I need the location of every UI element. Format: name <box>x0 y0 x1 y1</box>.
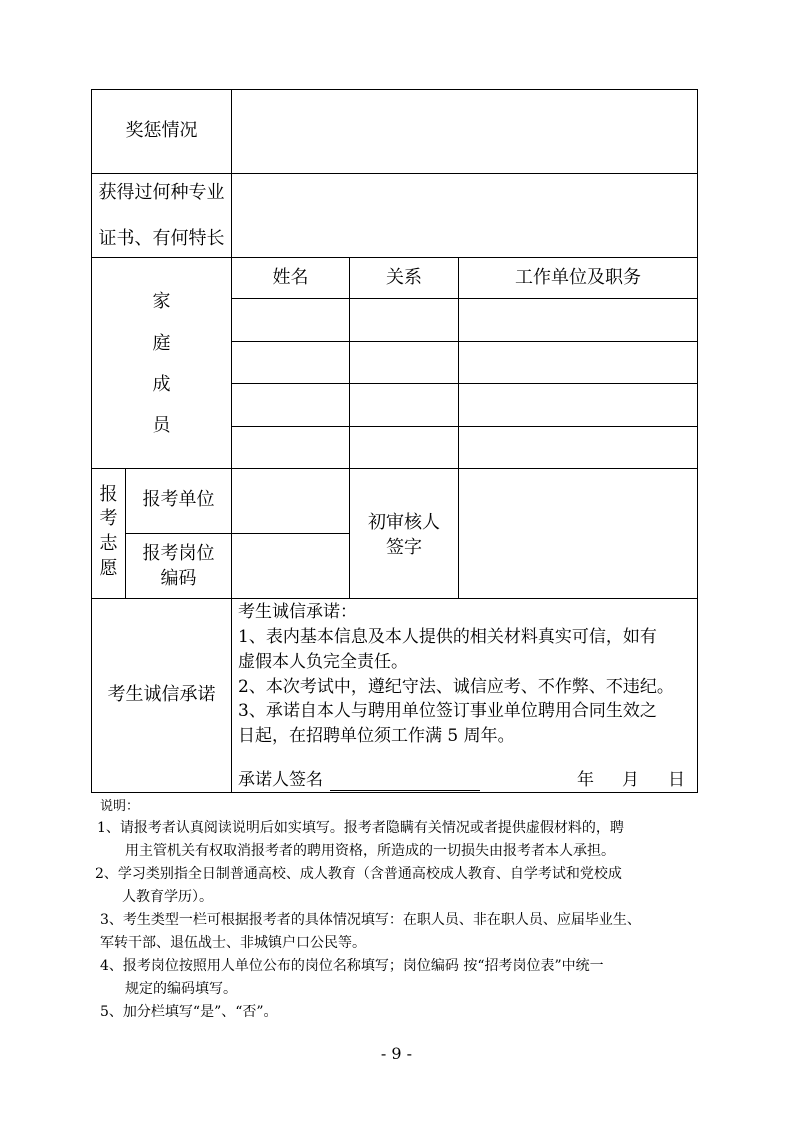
table-line <box>91 598 698 599</box>
notes-line: 1、请报考者认真阅读说明后如实填写。报考者隐瞒有关情况或者提供虚假材料的，聘 <box>97 820 624 836</box>
notes-line: 人教育学历）。 <box>122 889 213 905</box>
date-month: 月 <box>622 770 639 790</box>
family-header-work: 工作单位及职务 <box>515 267 641 288</box>
post-label-line1: 报考岗位 <box>142 543 215 564</box>
table-line <box>231 89 232 793</box>
table-line <box>231 383 698 384</box>
notes-line: 3、考生类型一栏可根据报考者的具体情况填写：在职人员、非在职人员、应届毕业生、 <box>100 912 641 928</box>
pledge-line: 3、承诺自本人与聘用单位签订事业单位聘用合同生效之 <box>238 701 657 721</box>
pledge-label: 考生诚信承诺 <box>107 684 216 705</box>
application-label-char: 考 <box>99 508 118 529</box>
pledge-line: 1、表内基本信息及本人提供的相关材料真实可信，如有 <box>238 627 657 647</box>
signature-label: 承诺人签名 <box>238 770 323 790</box>
table-line <box>91 257 698 258</box>
notes-line: 规定的编码填写。 <box>125 981 237 997</box>
pledge-line: 虚假本人负完全责任。 <box>238 652 408 672</box>
table-line <box>91 89 698 90</box>
notes-line: 2、学习类别指全日制普通高校、成人教育（含普通高校成人教育、自学考试和党校成 <box>95 866 622 882</box>
application-label-char: 报 <box>99 484 118 505</box>
cert-label-line1: 获得过何种专业 <box>98 182 225 203</box>
application-label-char: 愿 <box>99 558 118 579</box>
pledge-title: 考生诚信承诺： <box>238 602 357 622</box>
notes-line: 军转干部、退伍战士、非城镇户口公民等。 <box>100 935 366 951</box>
date-year: 年 <box>577 770 594 790</box>
unit-label: 报考单位 <box>142 489 215 510</box>
notes-line: 5、加分栏填写“是”、“否”。 <box>100 1004 278 1020</box>
signature-line[interactable] <box>330 790 480 791</box>
family-label-char: 庭 <box>152 333 171 354</box>
notes-line: 用主管机关有权取消报考者的聘用资格，所造成的一切损失由报考者本人承担。 <box>125 843 615 859</box>
table-line <box>125 533 349 534</box>
family-header-name: 姓名 <box>272 267 309 288</box>
notes-line: 4、报考岗位按照用人单位公布的岗位名称填写；岗位编码 按“招考岗位表”中统一 <box>100 958 604 974</box>
pledge-line: 2、本次考试中，遵纪守法、诚信应考、不作弊、不违纪。 <box>238 677 674 697</box>
family-label-char: 员 <box>152 415 171 436</box>
date-day: 日 <box>668 770 685 790</box>
table-line <box>697 89 698 793</box>
application-label-char: 志 <box>99 533 118 554</box>
table-line <box>231 298 698 299</box>
family-header-relation: 关系 <box>386 267 422 288</box>
table-line <box>91 468 698 469</box>
cert-label-line2: 证书、有何特长 <box>98 228 225 249</box>
notes-title: 说明： <box>100 799 140 814</box>
table-line <box>91 792 698 793</box>
post-label-line2: 编码 <box>160 568 197 589</box>
family-label-char: 家 <box>152 291 171 312</box>
table-line <box>231 341 698 342</box>
table-line <box>458 257 459 598</box>
table-line <box>91 173 698 174</box>
page-number: - 9 - <box>380 1044 413 1063</box>
reviewer-label-line2: 签字 <box>386 537 422 558</box>
pledge-line: 日起，在招聘单位须工作满 5 周年。 <box>238 726 515 746</box>
awards-label: 奖惩情况 <box>125 120 198 141</box>
reviewer-label-line1: 初审核人 <box>368 512 440 533</box>
table-line <box>231 426 698 427</box>
family-label-char: 成 <box>152 374 171 395</box>
